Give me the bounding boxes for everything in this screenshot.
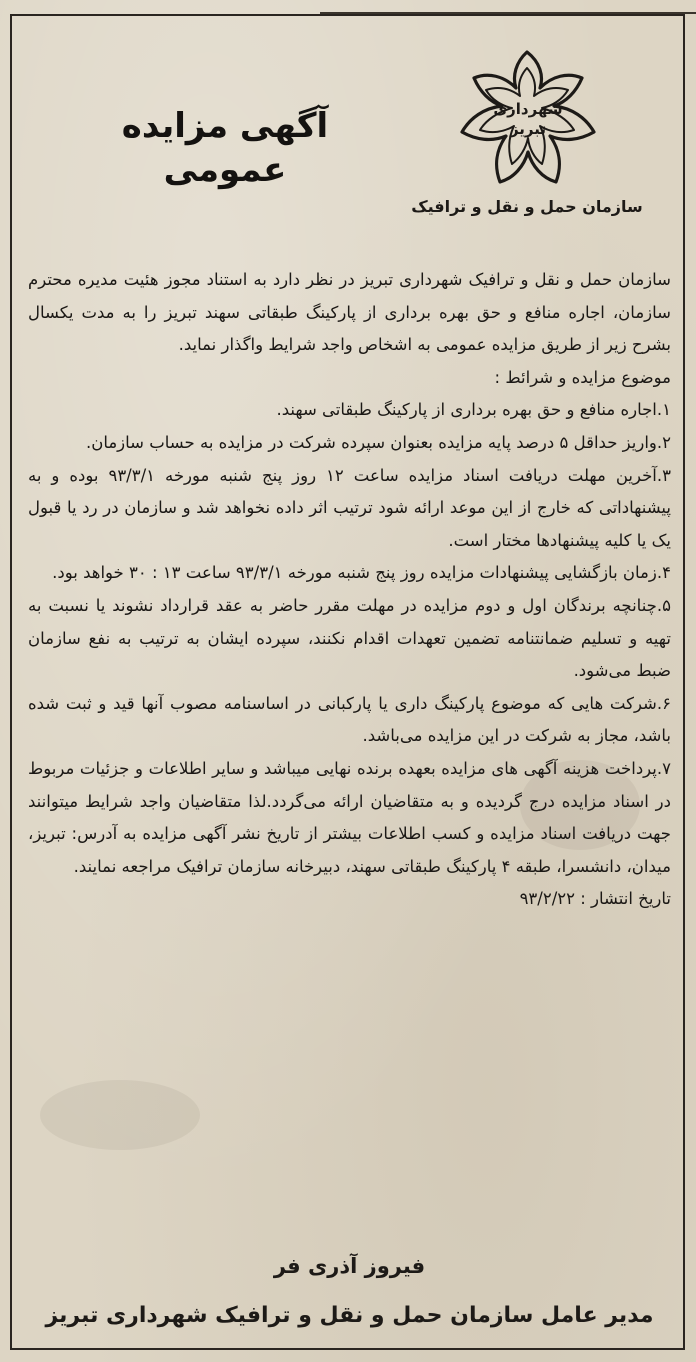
notice-frame [10, 14, 685, 1350]
condition-item-2: ۲.واریز حداقل ۵ درصد پایه مزایده بعنوان سپرده شرکت در مزایده به حساب سازمان. [85, 432, 671, 452]
condition-item-4: ۴.زمان بازگشایی پیشنهادات مزایده روز پنج شنبه مورخه ۹۳/۳/۱ ساعت ۱۳ : ۳۰ خواهد بود. [52, 563, 671, 583]
signatory-name: فیروز آذری فر [273, 1254, 426, 1278]
organization-name: سازمان حمل و نقل و ترافیک [411, 197, 643, 216]
notice-body [28, 264, 671, 916]
condition-item-5: ۵.چنانچه برندگان اول و دوم مزایده در مهلت مقرر حاضر به عقد قرارداد نشوند یا نسبت به تهیه و تسلیم ضمانتنامه تضمین تعهدات اقدام نکنند، سپرده ایشان به ترتیب به نفع سازمان ضبط می‌شود. [28, 595, 671, 681]
publish-date: تاریخ انتشار : ۹۳/۲/۲۲ [519, 889, 671, 909]
condition-item-3: ۳.آخرین مهلت دریافت اسناد مزایده ساعت ۱۲ روز پنج شنبه مورخه ۹۳/۳/۱ بوده و به پیشنهاداتی که خارج از این موعد ارائه شود ترتیب اثر داده نخواهد شد و سازمان در رد یا قبول یک یا کلیه پیشنهادها مختار است. [28, 465, 672, 550]
condition-item-1: ۱.اجاره منافع و حق بهره برداری از پارکینگ طبقاتی سهند. [276, 400, 671, 420]
logo-text-line1: شهرداری [493, 100, 563, 118]
condition-item-7: ۷.پرداخت هزینه آگهی های مزایده بعهده برنده نهایی میباشد و سایر اطلاعات و جزئیات مربوط در اسناد مزایده درج گردیده و به متقاضیان ارائه می‌گردد.لذا متقاضیان واجد شرایط میتوانند جهت دریافت اسناد مزایده و کسب اطلاعات بیشتر از تاریخ نشر آگهی مزایده به آدرس: تبریز، میدان، دانشسرا، طبقه ۴ پارکینگ طبقاتی سهند، دبیرخانه سازمان ترافیک مراجعه نمایند. [28, 758, 671, 876]
subject-heading: موضوع مزایده و شرائط : [494, 367, 671, 387]
logo-text-line2: تبریز [509, 120, 547, 138]
tabriz-municipality-logo-icon [444, 42, 610, 208]
signatory-title: مدیر عامل سازمان حمل و نقل و ترافیک شهرداری تبریز [45, 1303, 654, 1328]
signature-block [12, 1248, 687, 1334]
condition-item-6: ۶.شرکت هایی که موضوع پارکینگ داری یا پارکبانی در اساسنامه مصوب آنها قید و ثبت شده باشد، مجاز به شرکت در این مزایده می‌باشد. [28, 693, 671, 746]
intro-paragraph: سازمان حمل و نقل و ترافیک شهرداری تبریز در نظر دارد به استناد مجوز هئیت مدیره محترم سازمان، اجاره منافع و حق بهره برداری از پارکینگ طبقاتی سهند تبریز را به مدت یکسال بشرح زیر از طریق مزایده عمومی به اشخاص واجد شرایط واگذار نماید. [28, 270, 671, 355]
top-rule [320, 0, 696, 14]
notice-header [12, 16, 687, 236]
notice-title: آگهی مزایده عمومی [121, 106, 329, 190]
